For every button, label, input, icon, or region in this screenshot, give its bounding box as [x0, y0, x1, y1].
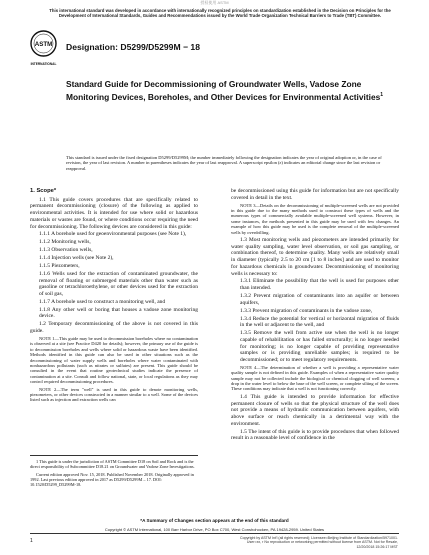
item-1-1-3: 1.1.3 Observation wells, [39, 247, 93, 254]
astm-logo-icon [30, 30, 57, 70]
paragraph-continued: be decommissioned using this guide for information but are not specifically covered in detail in the text. [231, 188, 399, 201]
section-heading-scope: 1. Scope* [30, 188, 57, 194]
paragraph-1-3: 1.3 Most monitoring wells and piezometers are intended primarily for water quality sampling, water level observation, or soil gas sampling, or combination thereof, to determine quality. Many wells are relatively small in diameter (typically 2.5 to 20 cm [1 to 8 inches] and are used to monitor for hazardous chemicals in groundwater. Decommissioning of monitoring wells is necessary to: [231, 237, 399, 277]
paragraph-1-4: 1.4 This guide is intended to provide information for effective permanent closure of wells so that the physical structure of the well does not provide a means of hydraulic communication between aquifers, with above surface or reach chemically in a detrimental way with the environment. [231, 393, 399, 427]
footer-divider [30, 533, 399, 534]
item-1-1-5: 1.1.5 Piezometers, [39, 262, 80, 269]
page-number: 1 [30, 538, 33, 544]
standard-issue-note: This standard is issued under the fixed designation D5299/D5299M; the number immediately following the designation indicates the year of original adoption or, in the case of revision, the year of last revision. A number in parentheses indicates the year of last reapproval. A superscript epsilon (ε) indicates an editorial change since the last revision or reapproval. [66, 155, 382, 171]
designation: Designation: D5299/D5299M − 18 [66, 42, 200, 52]
item-1-1-1: 1.1.1 A borehole used for geoenvironmental purposes (see Note 1), [39, 231, 187, 238]
item-1-1-8: 1.1.8 Any other well or boring that houses a vadose zone monitoring device. [39, 306, 198, 320]
svg-text:ASTM: ASTM [34, 41, 53, 48]
item-1-3-2: 1.3.2 Prevent migration of contaminants into an aquifer or between aquifers, [240, 293, 399, 306]
summary-of-changes-note: *A Summary of Changes section appears at the end of this standard [140, 518, 289, 523]
note-2: NOTE 2—The term "well" is used in this guide to denote monitoring wells, piezometers, or other devices constructed in a manner similar to a well. Some of the devices listed such as injection and extraction wells can [30, 386, 198, 403]
item-1-1-2: 1.1.2 Monitoring wells, [39, 239, 91, 246]
watermark-text: 授权使用 ASTM [200, 0, 229, 5]
license-stamp: Copyright by ASTM Int'l (all rights reserved); Licensee=Beijing Institute of Standardization/5971001. User=xx, r No reproduction or networking permitted without license from ASTM. Not for Resale, 12/20/2018 15:26:17 MST [240, 536, 398, 549]
item-1-1-4: 1.1.4 Injection wells (see Note 2), [39, 255, 114, 262]
paragraph-1-5: 1.5 The intent of this guide is to provide procedures that when followed result in a reasonable level of confidence in the [231, 428, 399, 442]
item-1-3-1: 1.3.1 Eliminate the possibility that the well is used for purposes other than intended. [240, 278, 399, 292]
svg-text:INTERNATIONAL: INTERNATIONAL [30, 62, 57, 66]
item-1-3-4: 1.3.4 Reduce the potential for vertical or horizontal migration of fluids in the well or adjacent to the well, and [240, 315, 399, 329]
item-1-1-6: 1.1.6 Wells used for the extraction of contaminated groundwater, the removal of floating or submerged materials other than water such as gasoline or tetrachloroethylene, or other devices used for the extraction of soil gas, [39, 270, 198, 297]
document-title [66, 79, 396, 102]
note-3: NOTE 3—Details on the decommissioning of multiple-screened wells are not provided in this guide due to the many methods used to construct these types of wells and the numerous types of commercially available multiple-screened well systems. However, in some instances, the methods presented in this guide may be used with few changes. An example of how this guide may be used is the complete removal of the multiple-screened wells by overdrilling. [231, 202, 399, 235]
footnotes [30, 455, 198, 489]
footnote-1: 1 This guide is under the jurisdiction of ASTM Committee D18 on Soil and Rock and is the direct responsibility of Subcommittee D18.21 on Groundwater and Vadose Zone Investigations. [30, 459, 195, 470]
standards-notice: This international standard was developed in accordance with internationally recognized principles on standardization established in the Decision on Principles for the Development of International Standards, Guides and Recommendations issued by the World Trade Organization Technical Barriers to Trade (TBT) Committee. [49, 8, 391, 19]
note-1: NOTE 1—This guide may be used to decommission boreholes where no contamination is observed at a site (see Practice D420 for details); however, the primary use of the guide is to decommission boreholes and wells where solid or hazardous waste have been identified. Methods identified in this guide can also be used in other situations such as the decommissioning of water supply wells and boreholes where water contaminated with nonhazardous pollutants (such as nitrates or sulfates) are present. This guide should be consulted in the event that routine geotechnical studies indicate the presence of contamination at a site. Consult and follow national, state, or local regulations as they may control required decommissioning procedures. [30, 335, 198, 385]
title-text: Standard Guide for Decommissioning of Groundwater Wells, Vadose Zone Monitoring Devices, Boreholes, and Other Devices for Environmental Activities [66, 79, 381, 102]
footnote-edition: Current edition approved Nov. 15, 2018. Published November 2018. Originally approved in 1992. Last previous edition approved in 2017 as D5299/D5299M – 17. DOI: 10.1520/D5299_D5299M-18. [30, 471, 194, 488]
astm-logo [30, 30, 57, 70]
title-footnote-marker: 1 [380, 91, 384, 98]
copyright-line: Copyright © ASTM International, 100 Barr Harbor Drive, PO Box C700, West Conshohocken, PA 19428-2959. United States [104, 527, 325, 532]
paragraph-1-1: 1.1 This guide covers procedures that are specifically related to permanent decommissioning (closure) of the following as applied to environmental activities. It is intended for use where solid or hazardous materials or wastes are found, or where conditions occur requiring the need for decommissioning. The following devices are considered in this guide: [30, 196, 198, 230]
item-1-1-7: 1.1.7 A borehole used to construct a monitoring well, and [39, 298, 166, 305]
right-column [231, 188, 399, 443]
note-4: NOTE 4—The determination of whether a well is providing a representative water quality sample is not defined in this guide. Examples of when a representative water quality sample may not be collected include the biological or chemical clogging of well screens; a drop in the water level to below the base of the well screen, or complete silting of the screen. These conditions may indicate that a well is not functioning correctly. [231, 364, 399, 392]
paragraph-1-2: 1.2 Temporary decommissioning of the above is not covered in this guide. [30, 321, 198, 335]
left-column [30, 188, 198, 405]
item-1-3-3: 1.3.3 Prevent migration of contaminants in the vadose zone, [240, 307, 373, 314]
item-1-3-5: 1.3.5 Remove the well from active use when the well is no longer capable of rehabilitation or has failed structurally; is no longer needed for monitoring; is no longer capable of providing representative samples or is providing unreliable samples; is required to be decommissioned; or to meet regulatory requirements. [240, 330, 399, 363]
